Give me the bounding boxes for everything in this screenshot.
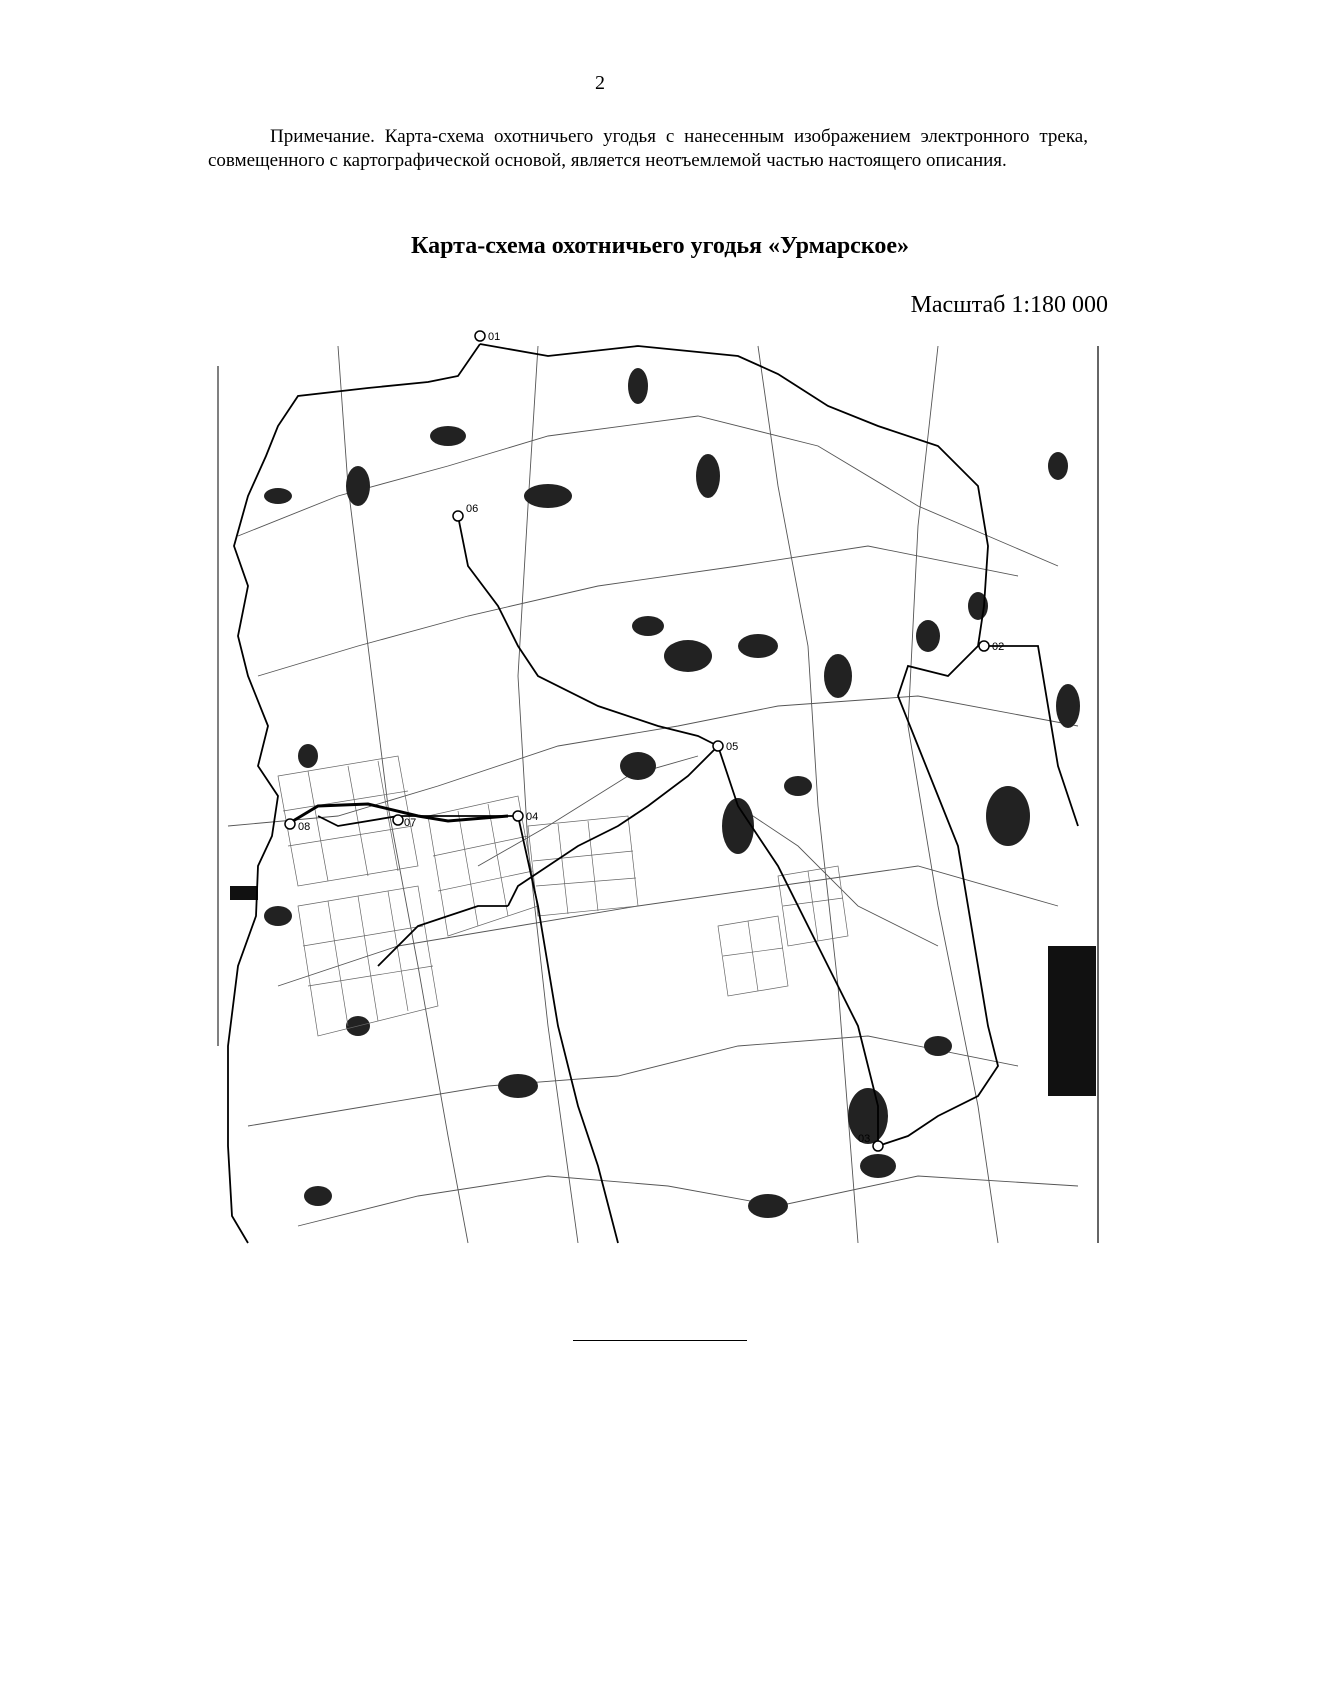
closing-rule <box>573 1340 747 1341</box>
point-03 <box>873 1141 883 1151</box>
point-label-07: 07 <box>404 817 417 829</box>
point-label-08: 08 <box>298 821 311 833</box>
point-07 <box>393 815 403 825</box>
point-01 <box>475 331 485 341</box>
point-label-05: 05 <box>726 741 739 753</box>
boundary-markers <box>285 331 989 1151</box>
point-08 <box>285 819 295 829</box>
point-02 <box>979 641 989 651</box>
map-scheme <box>218 331 1100 1243</box>
point-06 <box>453 511 463 521</box>
point-label-06: 06 <box>466 503 479 515</box>
point-04 <box>513 811 523 821</box>
note-text: Примечание. Карта-схема охотничьего угодья с нанесенным изображением электронного трека, совмещенного с картографической основой, является неотъемлемой частью настоящего описания. <box>208 126 1088 171</box>
point-label-01: 01 <box>488 331 501 343</box>
note-paragraph <box>208 125 1088 173</box>
point-label-03: 03 <box>858 1133 871 1145</box>
point-label-04: 04 <box>526 811 539 823</box>
map-title: Карта-схема охотничьего угодья «Урмарское» <box>411 233 909 259</box>
page-number: 2 <box>595 72 605 94</box>
map-scale: Масштаб 1:180 000 <box>910 292 1108 318</box>
map-quarters <box>278 756 848 1036</box>
point-05 <box>713 741 723 751</box>
point-label-02: 02 <box>992 641 1005 653</box>
map-patches <box>230 368 1096 1218</box>
